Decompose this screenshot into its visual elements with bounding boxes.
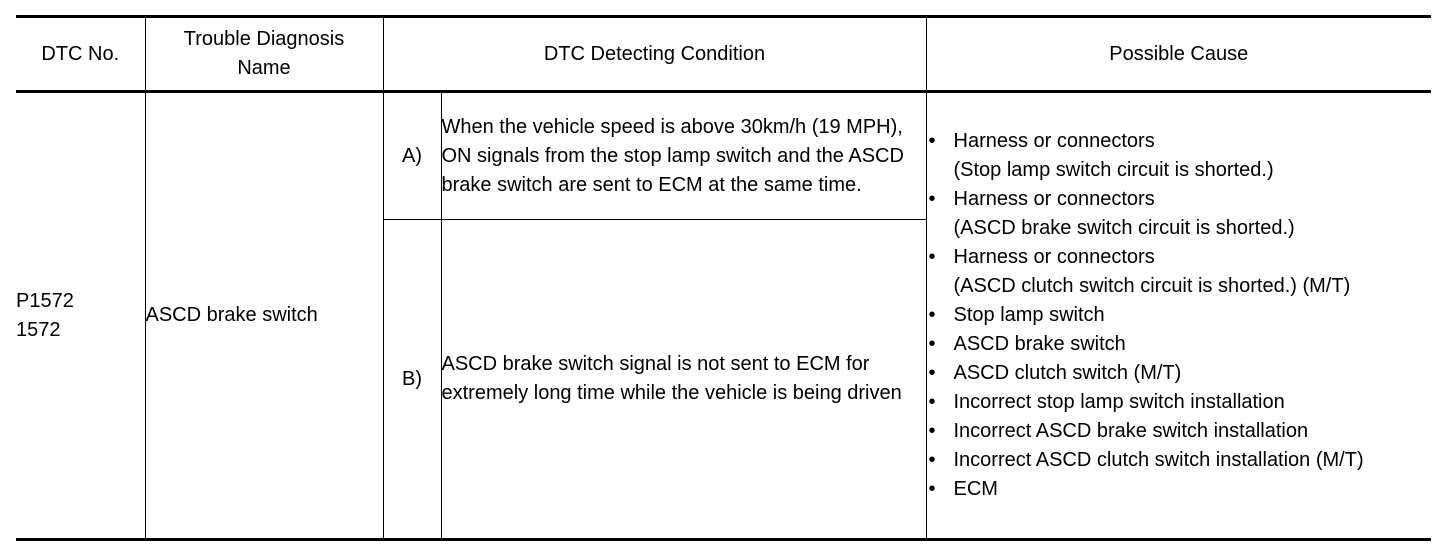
dtc-code: P1572 bbox=[16, 289, 74, 312]
header-possible-cause: Possible Cause bbox=[926, 17, 1431, 92]
condition-text-b: ASCD brake switch signal is not sent to ECM for extremely long time while the vehicle is being driven bbox=[441, 220, 926, 540]
list-item: • Harness or connectors (Stop lamp switch circuit is shorted.) bbox=[928, 130, 1274, 181]
header-dtc-no: DTC No. bbox=[16, 17, 145, 92]
dtc-table bbox=[16, 15, 1431, 541]
condition-label-a: A) bbox=[383, 92, 441, 220]
list-item: • Incorrect stop lamp switch installation bbox=[928, 391, 1285, 413]
list-item: • Harness or connectors (ASCD brake switch circuit is shorted.) bbox=[928, 188, 1295, 239]
dtc-code: 1572 bbox=[16, 318, 61, 341]
table-header-row bbox=[16, 17, 1431, 92]
header-trouble-diagnosis-name: Trouble Diagnosis Name bbox=[145, 17, 383, 92]
list-item: • ASCD brake switch bbox=[928, 333, 1126, 355]
condition-text-a: When the vehicle speed is above 30km/h (19 MPH), ON signals from the stop lamp switch and the ASCD brake switch are sent to ECM at the same time. bbox=[441, 92, 926, 220]
list-item: • ECM bbox=[928, 478, 998, 500]
possible-cause-list bbox=[927, 127, 1432, 504]
list-item: • ASCD clutch switch (M/T) bbox=[928, 362, 1182, 384]
list-item: • Harness or connectors (ASCD clutch switch circuit is shorted.) (M/T) bbox=[928, 246, 1351, 297]
table-row bbox=[16, 92, 1431, 220]
list-item: • Stop lamp switch bbox=[928, 304, 1105, 326]
dtc-number-cell bbox=[16, 92, 145, 540]
trouble-diagnosis-name-cell: ASCD brake switch bbox=[145, 92, 383, 540]
condition-label-b: B) bbox=[383, 220, 441, 540]
possible-cause-cell bbox=[926, 92, 1431, 540]
list-item: • Incorrect ASCD clutch switch installation (M/T) bbox=[928, 449, 1364, 471]
header-dtc-detecting-condition: DTC Detecting Condition bbox=[383, 17, 926, 92]
list-item: • Incorrect ASCD brake switch installation bbox=[928, 420, 1309, 442]
